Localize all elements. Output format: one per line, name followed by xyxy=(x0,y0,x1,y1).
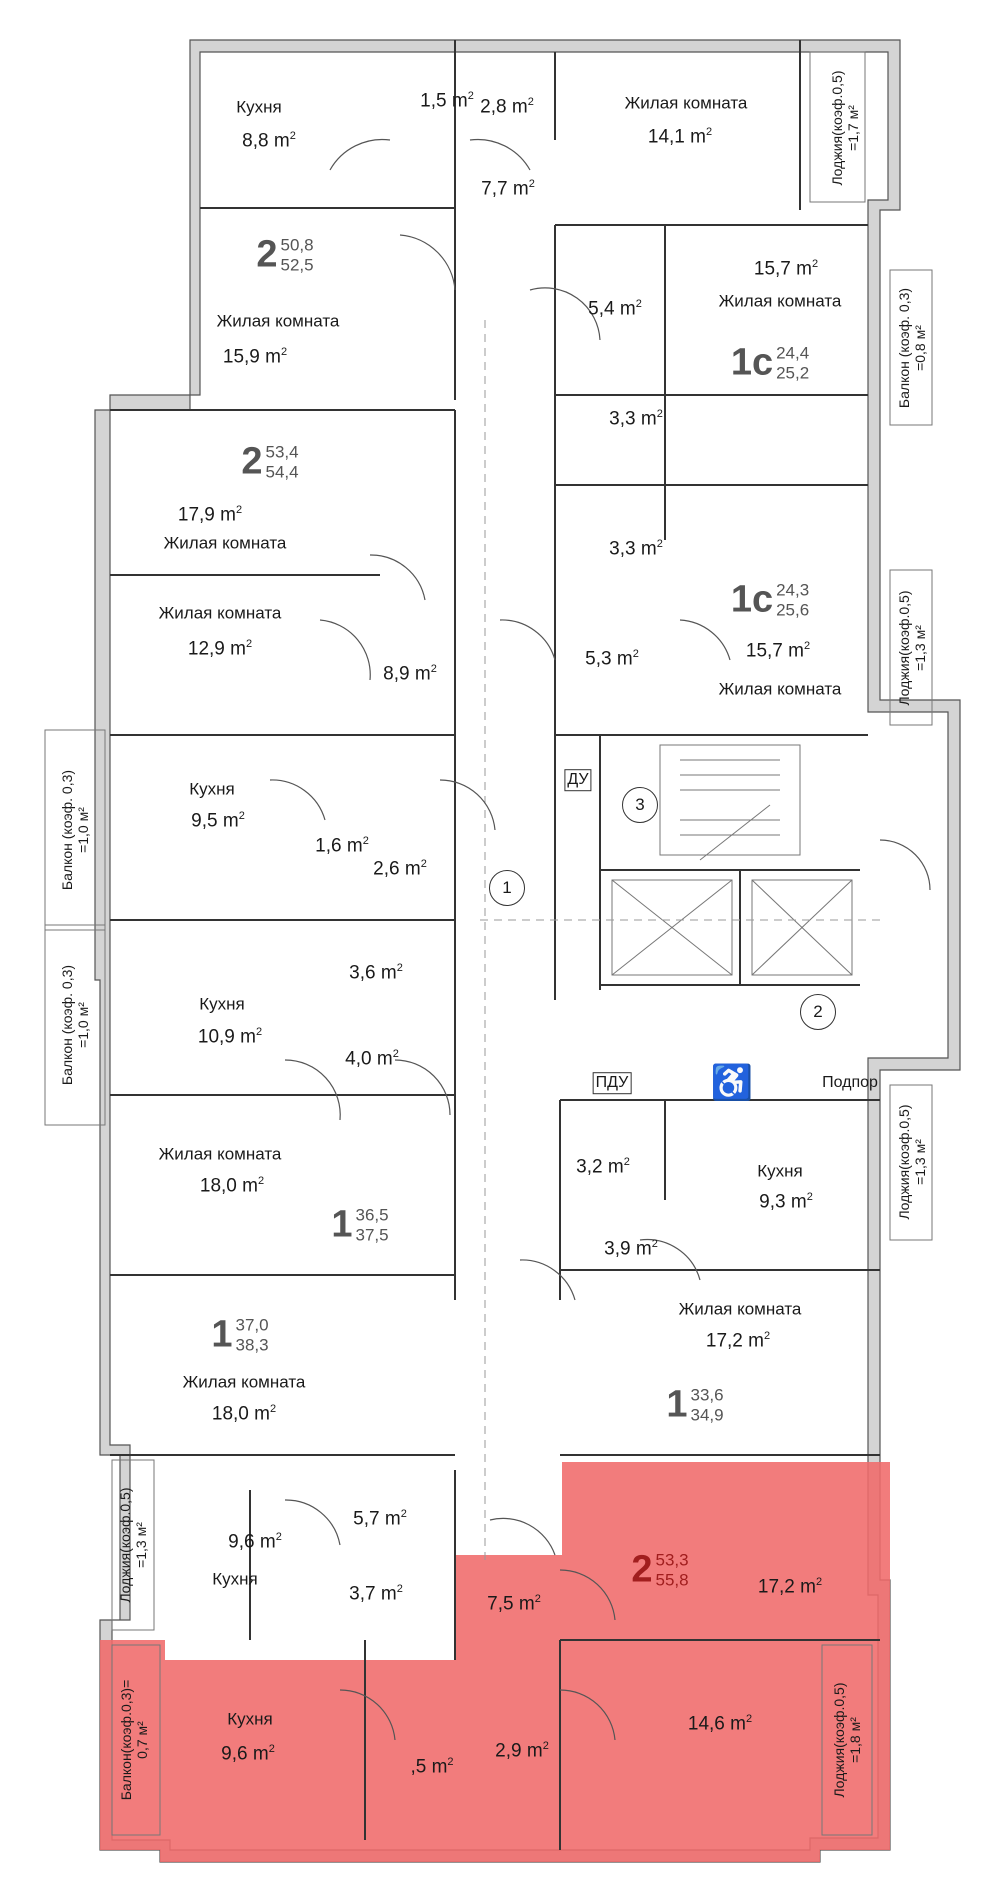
balcony-label: Балкон (коэф. 0,3) =1,0 м² xyxy=(58,964,91,1086)
highlighted-apartment[interactable] xyxy=(100,1462,890,1862)
apartment-badge[interactable]: 1 33,6 34,9 xyxy=(666,1383,724,1426)
room-name: Жилая комната xyxy=(678,1299,802,1319)
staircase xyxy=(660,745,800,860)
loggia-label: Лоджия(коэф.0,5) =1,3 м² xyxy=(895,1104,928,1220)
wheelchair-icon: ♿ xyxy=(710,1064,754,1102)
marker-2: 2 xyxy=(800,994,836,1030)
room-area: 14,1 $m^2$ xyxy=(647,126,713,148)
room-area: 7,5 $m^2$ xyxy=(487,1593,541,1615)
room-name: Кухня xyxy=(236,97,282,117)
room-name: Кухня xyxy=(189,779,235,799)
loggia-label: Лоджия(коэф.0,5) =1,3 м² xyxy=(895,590,928,706)
apartment-badge[interactable]: 1с 24,3 25,6 xyxy=(730,578,810,621)
marker-1: 1 xyxy=(489,870,525,906)
room-name: Жилая комната xyxy=(158,603,282,623)
apartment-badge[interactable]: 1с 24,4 25,2 xyxy=(730,341,810,384)
room-area: 15,7 $m^2$ xyxy=(753,258,819,280)
room-area: 3,3 $m^2$ xyxy=(609,538,663,560)
room-area: 2,6 $m^2$ xyxy=(373,858,427,880)
room-area: 1,5 $m^2$ xyxy=(420,90,474,112)
room-name: Кухня xyxy=(212,1569,258,1589)
room-area: 3,3 $m^2$ xyxy=(609,408,663,430)
room-area: 15,9 $m^2$ xyxy=(222,346,288,368)
room-name: Жилая комната xyxy=(158,1144,282,1164)
room-area: 7,7 $m^2$ xyxy=(481,178,535,200)
room-area: 8,9 $m^2$ xyxy=(383,663,437,685)
apartment-badge-highlighted[interactable]: 2 53,3 55,8 xyxy=(631,1548,689,1591)
room-area: 9,6 $m^2$ xyxy=(228,1531,282,1553)
room-area: 5,4 $m^2$ xyxy=(588,298,642,320)
podpor-label: Подпор xyxy=(822,1074,878,1092)
pdu-label: ПДУ xyxy=(593,1072,632,1094)
du-label: ДУ xyxy=(564,769,591,791)
balcony-label: Балкон (коэф. 0,3) =0,8 м² xyxy=(895,287,928,409)
room-area: 18,0 $m^2$ xyxy=(199,1175,265,1197)
room-name: Жилая комната xyxy=(624,93,748,113)
loggia-label: Лоджия(коэф.0,5) =1,3 м² xyxy=(116,1487,149,1603)
room-name: Жилая комната xyxy=(718,291,842,311)
room-area: 4,0 $m^2$ xyxy=(345,1048,399,1070)
room-area: 14,6 $m^2$ xyxy=(687,1713,753,1735)
apartment-badge[interactable]: 2 50,8 52,5 xyxy=(256,233,314,276)
room-area: 2,9 $m^2$ xyxy=(495,1740,549,1762)
room-name: Жилая комната xyxy=(216,311,340,331)
room-area: 17,2 $m^2$ xyxy=(757,1576,823,1598)
room-area: 5,7 $m^2$ xyxy=(353,1508,407,1530)
room-name: Кухня xyxy=(757,1161,803,1181)
balcony-label: Балкон (коэф. 0,3) =1,0 м² xyxy=(58,769,91,891)
room-area: 8,8 $m^2$ xyxy=(242,130,296,152)
room-area: 15,7 $m^2$ xyxy=(745,640,811,662)
room-area: 10,9 $m^2$ xyxy=(197,1026,263,1048)
room-area: 3,7 $m^2$ xyxy=(349,1583,403,1605)
room-area: 9,6 $m^2$ xyxy=(221,1743,275,1765)
room-area: 1,6 $m^2$ xyxy=(315,835,369,857)
room-area: 9,5 $m^2$ xyxy=(191,810,245,832)
room-area: 5,3 $m^2$ xyxy=(585,648,639,670)
room-name: Кухня xyxy=(227,1709,273,1729)
room-area: 2,8 $m^2$ xyxy=(480,96,534,118)
room-area: 3,2 $m^2$ xyxy=(576,1156,630,1178)
room-area: 18,0 $m^2$ xyxy=(211,1403,277,1425)
room-name: Жилая комната xyxy=(718,679,842,699)
room-area: 17,2 $m^2$ xyxy=(705,1330,771,1352)
room-area: ,5 $m^2$ xyxy=(410,1756,454,1778)
marker-3: 3 xyxy=(622,787,658,823)
loggia-label: Лоджия(коэф.0,5) =1,7 м² xyxy=(828,70,861,186)
room-area: 3,6 $m^2$ xyxy=(349,962,403,984)
apartment-badge[interactable]: 1 37,0 38,3 xyxy=(211,1313,269,1356)
balcony-label: Балкон(коэф.0,3)= 0,7 м² xyxy=(117,1679,150,1801)
apartment-badge[interactable]: 1 36,5 37,5 xyxy=(331,1203,389,1246)
room-name: Кухня xyxy=(199,994,245,1014)
elevator-shafts xyxy=(612,880,852,975)
room-area: 12,9 $m^2$ xyxy=(187,638,253,660)
room-area: 3,9 $m^2$ xyxy=(604,1238,658,1260)
room-name: Жилая комната xyxy=(182,1372,306,1392)
loggia-label: Лоджия(коэф.0,5) =1,8 м² xyxy=(830,1682,863,1798)
room-area: 9,3 $m^2$ xyxy=(759,1191,813,1213)
room-area: 17,9 $m^2$ xyxy=(177,504,243,526)
apartment-badge[interactable]: 2 53,4 54,4 xyxy=(241,440,299,483)
room-name: Жилая комната xyxy=(163,533,287,553)
